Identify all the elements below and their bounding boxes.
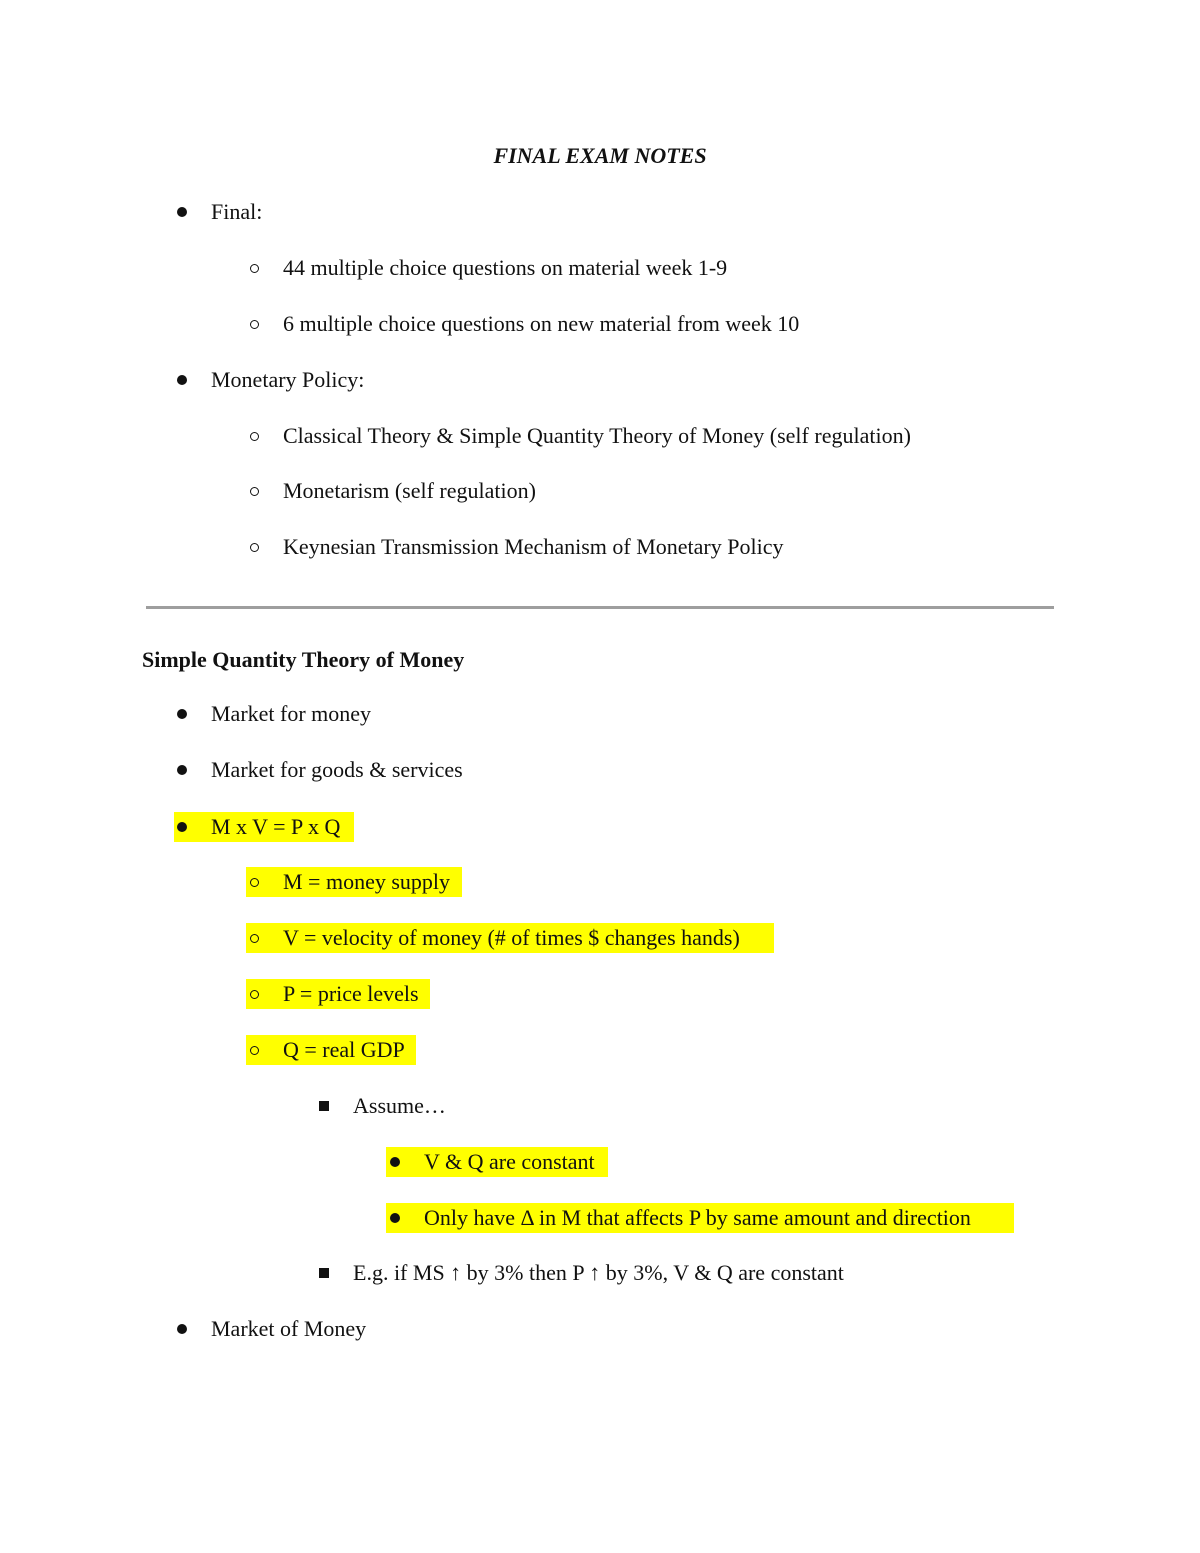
circle-bullet-icon	[250, 487, 259, 496]
list-item-equation	[0, 812, 1200, 842]
definition-text: V = velocity of money (# of times $ changes hands)	[283, 925, 740, 950]
disc-bullet-icon	[177, 822, 187, 832]
list-item-final-2	[0, 309, 1200, 339]
square-bullet-icon	[319, 1268, 329, 1278]
list-item-text: 44 multiple choice questions on material week 1-9	[283, 255, 728, 280]
disc-bullet-icon	[177, 207, 187, 217]
list-item-text: Classical Theory & Simple Quantity Theory of Money (self regulation)	[283, 423, 911, 448]
list-item-market-money	[0, 699, 1200, 729]
circle-bullet-icon	[250, 432, 259, 441]
circle-bullet-icon	[250, 543, 259, 552]
disc-bullet-icon	[177, 765, 187, 775]
list-item-text: Market for goods & services	[211, 757, 463, 782]
example-text: E.g. if MS ↑ by 3% then P ↑ by 3%, V & Q are constant	[353, 1260, 844, 1285]
list-item-market-of-money	[0, 1314, 1200, 1344]
list-item-final	[0, 197, 1200, 227]
equation-text: M x V = P x Q	[211, 814, 341, 839]
definition-text: M = money supply	[283, 869, 451, 894]
list-item-definition-v	[0, 923, 1200, 953]
section-heading: Simple Quantity Theory of Money	[142, 647, 465, 672]
circle-bullet-icon	[250, 320, 259, 329]
list-item-label: Monetary Policy:	[211, 367, 365, 392]
list-item-definition-p	[0, 979, 1200, 1009]
list-item-text: 6 multiple choice questions on new material from week 10	[283, 311, 800, 336]
circle-bullet-icon	[250, 1046, 259, 1055]
circle-bullet-icon	[250, 264, 259, 273]
disc-bullet-icon	[177, 375, 187, 385]
list-item-definition-m	[0, 867, 1200, 897]
list-item-example	[0, 1258, 1200, 1288]
list-item-text: Monetarism (self regulation)	[283, 478, 536, 503]
list-item-text: Keynesian Transmission Mechanism of Monetary Policy	[283, 534, 784, 559]
list-item-policy-2	[0, 476, 1200, 506]
list-item-final-1	[0, 253, 1200, 283]
list-item-text: Assume…	[353, 1093, 446, 1118]
list-item-assumption-1	[0, 1147, 1200, 1177]
disc-bullet-icon	[177, 709, 187, 719]
list-item-definition-q	[0, 1035, 1200, 1065]
circle-bullet-icon	[250, 934, 259, 943]
list-item-assume	[0, 1091, 1200, 1121]
square-bullet-icon	[319, 1101, 329, 1111]
disc-bullet-icon	[390, 1157, 400, 1167]
definition-text: P = price levels	[283, 981, 419, 1006]
circle-bullet-icon	[250, 878, 259, 887]
circle-bullet-icon	[250, 990, 259, 999]
disc-bullet-icon	[390, 1213, 400, 1223]
list-item-assumption-2	[0, 1203, 1200, 1233]
list-item-market-goods	[0, 755, 1200, 785]
list-item-label: Final:	[211, 199, 263, 224]
assumption-text: Only have Δ in M that affects P by same amount and direction	[424, 1205, 971, 1230]
definition-text: Q = real GDP	[283, 1037, 405, 1062]
disc-bullet-icon	[177, 1324, 187, 1334]
assumption-text: V & Q are constant	[424, 1149, 595, 1174]
page-title: FINAL EXAM NOTES	[493, 143, 707, 168]
list-item-monetary-policy	[0, 365, 1200, 395]
list-item-text: Market of Money	[211, 1316, 367, 1341]
list-item-text: Market for money	[211, 701, 372, 726]
horizontal-divider	[146, 606, 1054, 609]
list-item-policy-1	[0, 421, 1200, 451]
list-item-policy-3	[0, 532, 1200, 562]
